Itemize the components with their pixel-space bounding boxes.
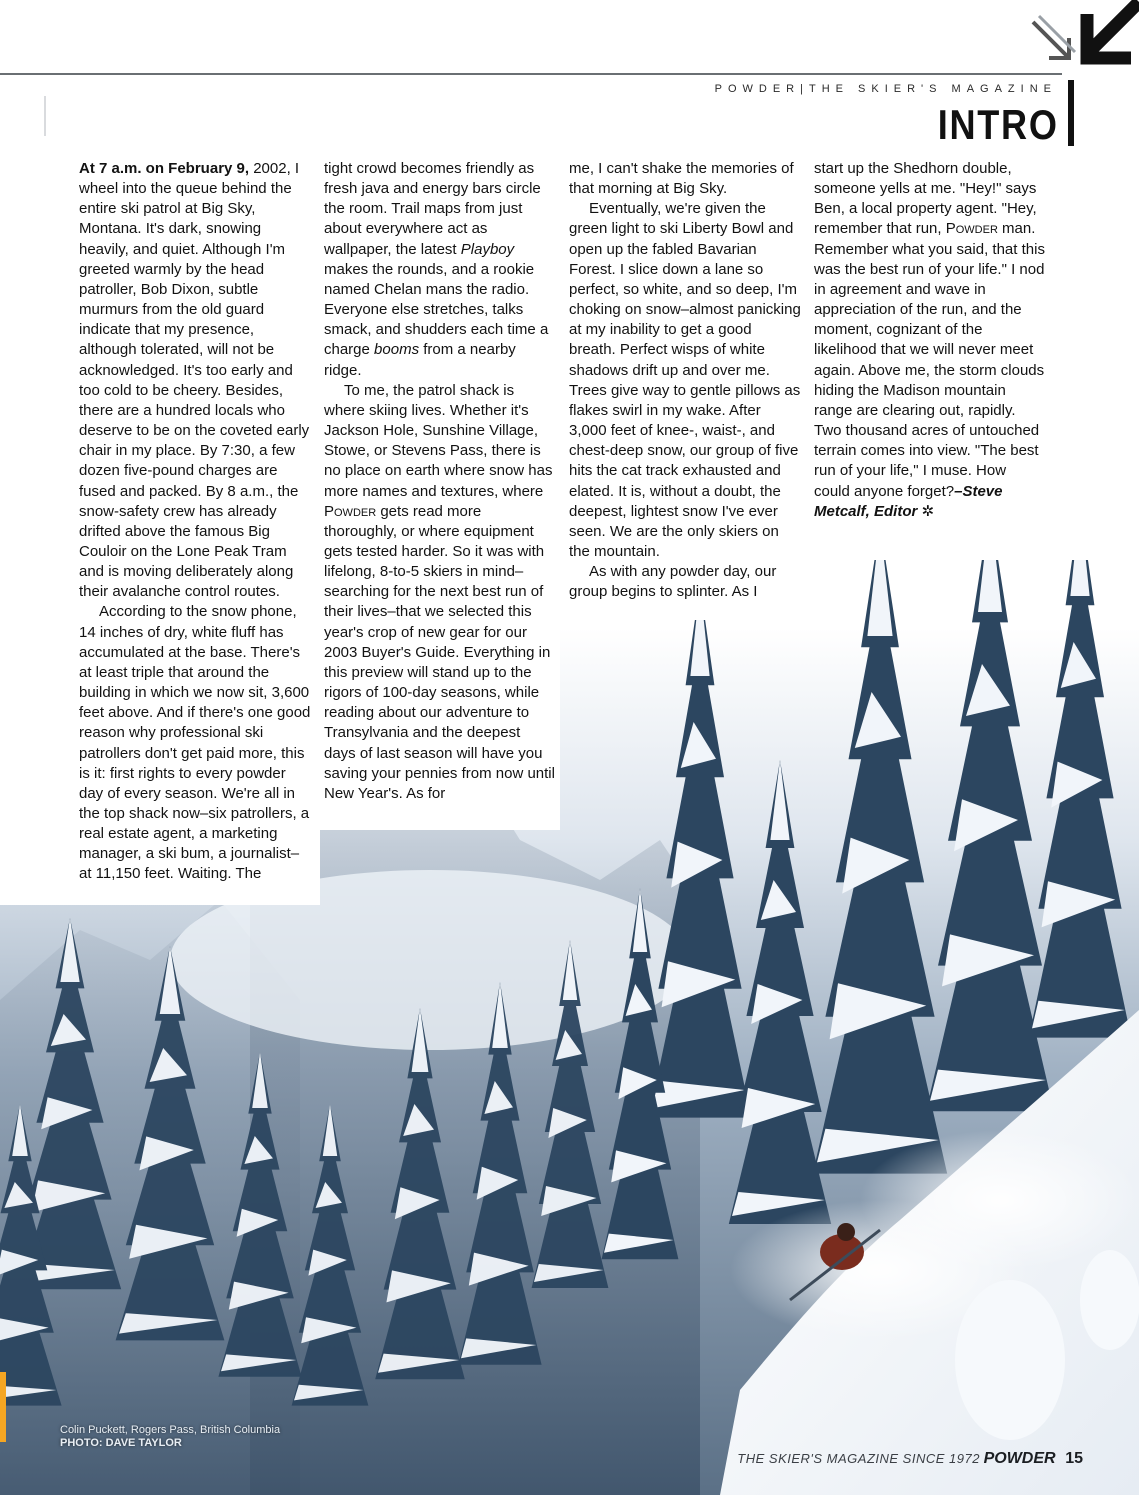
page-number: 15 bbox=[1065, 1450, 1083, 1467]
photo-credit: PHOTO: DAVE TAYLOR bbox=[60, 1437, 182, 1449]
folio-brand: POWDER bbox=[983, 1450, 1056, 1467]
paragraph bbox=[79, 159, 311, 602]
paragraph: As with any powder day, our group begins to splinter. As I bbox=[569, 563, 777, 601]
caption-location: Colin Puckett, Rogers Pass, British Columbia bbox=[60, 1424, 281, 1436]
paragraph-text: tight crowd becomes friendly as fresh java and energy bars circle the room. Trail maps from just about everywhere act as wallpaper, the latest bbox=[324, 160, 541, 258]
paragraph-text: makes the rounds, and a rookie named Chelan mans the radio. Everyone else stretches, talks smack, and shudders each time a charge bbox=[324, 260, 549, 359]
folio-tagline: THE SKIER'S MAGAZINE SINCE 1972 bbox=[737, 1451, 980, 1466]
paragraph-text: from a nearby ridge. bbox=[324, 341, 516, 379]
lead-in: At 7 a.m. on February 9, bbox=[79, 160, 250, 177]
edge-tab bbox=[0, 1372, 6, 1442]
paragraph-text: To me, the patrol shack is where skiing lives. Whether it's Jackson Hole, Sunshine Village, Stowe, or Stevens Pass, there is no place on earth where snow has more names and textures, where bbox=[324, 381, 553, 500]
masthead: POWDER|THE SKIER'S MAGAZINE bbox=[714, 83, 1057, 95]
article-column-1 bbox=[79, 159, 311, 885]
article-column-3 bbox=[569, 159, 801, 602]
magazine-name: Powder bbox=[324, 502, 377, 520]
paragraph bbox=[814, 159, 1046, 522]
page-folio bbox=[737, 1450, 1083, 1468]
author-signature: –Steve Metcalf, Editor bbox=[814, 482, 1003, 520]
magazine-name: Powder bbox=[945, 220, 998, 238]
italic-title: Playboy bbox=[460, 240, 515, 258]
paragraph-text: gets read more thoroughly, or where equipment gets tested harder. So it was with lifelong, 8-to-5 skiers in mind–searching for the next best run of their lives–that we selected this year's crop of new gear for our 2003 Buyer's Guide. Everything in this preview will stand up to the rigors of 100-day seasons, while reading about our adventure to Transylvania and the deepest days of last season will have you saving your pennies from now until New Year's. As for bbox=[324, 502, 555, 802]
section-bar bbox=[1068, 80, 1074, 146]
paragraph bbox=[324, 381, 556, 804]
paragraph: Eventually, we're given the green light to ski Liberty Bowl and open up the fabled Bavarian Forest. I slice down a lane so perfect, so white, and so deep, I'm choking on snow–almost panicking at my inability to get a good breath. Perfect wisps of white shadows drift up and over me. Trees give way to gentle pillows as flakes swirl in my wake. After 3,000 feet of knee-, waist-, and chest-deep snow, our group of five hits the cat track exhausted and elated. It is, without a doubt, the deepest, lightest snow I've ever seen. We are the only skiers on the mountain. bbox=[569, 200, 801, 560]
paragraph bbox=[324, 159, 556, 381]
corner-arrow-logo bbox=[1009, 0, 1139, 72]
end-mark-icon: ✲ bbox=[917, 502, 935, 520]
paragraph: According to the snow phone, 14 inches of dry, white fluff has accumulated at the base. There's at least triple that around the building in which we now sit, 3,600 feet above. And if there's one good reason why professional ski patrollers don't get paid more, this is it: first rights to every powder day of every season. We're all in the top shack now–six patrollers, a real estate agent, a marketing manager, a ski bum, a journalist–at 11,150 feet. Waiting. The bbox=[79, 603, 311, 883]
photo-caption bbox=[60, 1424, 280, 1450]
paragraph-text: 2002, I wheel into the queue behind the entire ski patrol at Big Sky, Montana. It's dark, snowing heavily, and quiet. Although I'm greeted warmly by the head patroller, Bob Dixon, subtle murmurs from the old guard indicate that my presence, although tolerated, will not be acknowledged. It's too early and too cold to be cheery. Besides, there are a hundred locals who deserve to be on the coveted early chair in my place. By 7:30, a few dozen five-pound charges are fused and packed. By 8 a.m., the snow-safety crew has already drifted above the famous Big Couloir on the Lone Peak Tram and is moving deliberately along their avalanche control routes. bbox=[79, 160, 310, 601]
italic-word: booms bbox=[374, 341, 420, 359]
paragraph: me, I can't shake the memories of that morning at Big Sky. bbox=[569, 160, 794, 198]
section-title: INTRO bbox=[938, 101, 1059, 148]
paragraph-text: man. Remember what you said, that this was the best run of your life." I nod in agreement and wave in appreciation of the run, and the moment, cognizant of the likelihood that we will never meet again. Above me, the storm clouds hiding the Madison mountain range are clearing out, rapidly. Two thousand acres of untouched terrain comes into view. "The best run of your life," I muse. How could anyone forget? bbox=[814, 220, 1045, 500]
margin-mark bbox=[44, 96, 46, 136]
article-column-2 bbox=[324, 159, 556, 804]
header-rule bbox=[0, 73, 1062, 75]
article-column-4 bbox=[814, 159, 1046, 522]
paragraph-text: start up the Shedhorn double, someone yells at me. "Hey!" says Ben, a local property agent. "Hey, remember that run, bbox=[814, 160, 1037, 238]
